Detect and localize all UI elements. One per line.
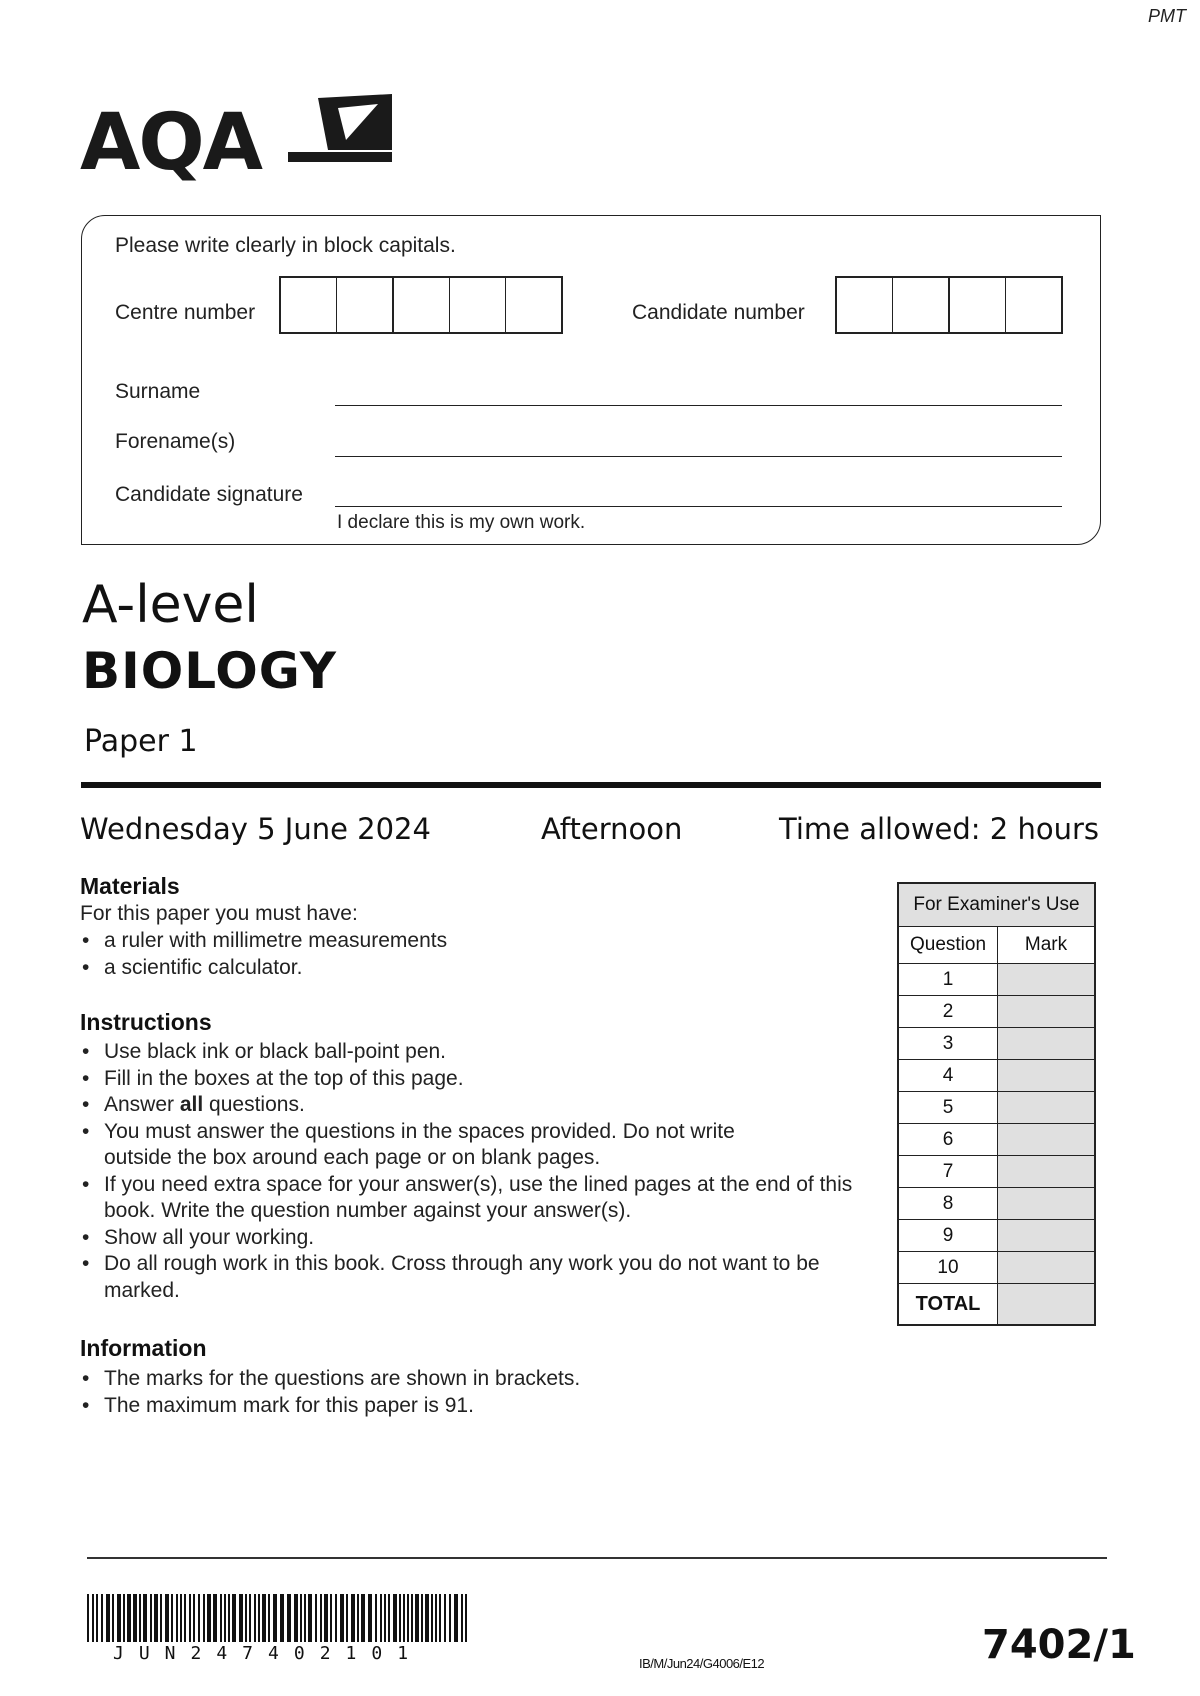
declaration-text: I declare this is my own work. (337, 512, 586, 533)
block-capitals-instruction: Please write clearly in block capitals. (115, 234, 456, 257)
mark-cell (998, 1092, 1096, 1124)
surname-line[interactable] (335, 405, 1062, 406)
total-row (898, 1284, 1095, 1326)
instructions-section (80, 1009, 870, 1304)
subject-title: BIOLOGY (82, 642, 337, 700)
mark-cell (998, 1156, 1096, 1188)
materials-intro: For this paper you must have: (80, 902, 358, 925)
total-mark-cell (998, 1284, 1096, 1326)
candidate-details-box (81, 215, 1101, 545)
instructions-list (80, 1039, 870, 1304)
mark-cell (998, 1060, 1096, 1092)
paper-code: 7402/1 (982, 1622, 1136, 1668)
forenames-line[interactable] (335, 456, 1062, 457)
table-row (898, 1028, 1095, 1060)
examiner-use-table (897, 882, 1096, 1326)
list-item: • If you need extra space for your answer(s), use the lined pages at the end of this book. Write the question number against your answer(s). (80, 1172, 870, 1225)
question-number: 9 (898, 1220, 998, 1252)
question-number: 6 (898, 1124, 998, 1156)
mark-cell (998, 1252, 1096, 1284)
candidate-number-digit[interactable] (837, 278, 892, 332)
table-row (898, 1060, 1095, 1092)
candidate-number-digit[interactable] (892, 278, 948, 332)
exam-date: Wednesday 5 June 2024 (80, 812, 431, 846)
mark-cell (998, 964, 1096, 996)
materials-section (80, 873, 880, 981)
materials-list (80, 928, 880, 981)
list-item: • Use black ink or black ball-point pen. (80, 1039, 870, 1066)
question-number: 10 (898, 1252, 998, 1284)
barcode-icon (87, 1594, 469, 1642)
answer-bold-text: all (179, 1093, 204, 1116)
materials-heading: Materials (80, 873, 180, 899)
list-item: • Show all your working. (80, 1225, 870, 1252)
corner-tag: PMT (1148, 6, 1186, 26)
surname-label: Surname (115, 380, 201, 403)
mark-cell (998, 1220, 1096, 1252)
mark-cell (998, 1028, 1096, 1060)
centre-number-boxes[interactable] (279, 276, 563, 334)
logo-mark-icon (288, 90, 394, 172)
table-row (898, 996, 1095, 1028)
exam-session: Afternoon (541, 812, 683, 846)
list-item: • a ruler with millimetre measurements (80, 928, 880, 955)
signature-label: Candidate signature (115, 483, 303, 506)
centre-number-label: Centre number (115, 301, 256, 324)
answer-text: Answer (104, 1093, 180, 1116)
centre-number-digit[interactable] (281, 278, 336, 332)
list-item: • a scientific calculator. (80, 955, 880, 982)
centre-number-digit[interactable] (449, 278, 505, 332)
paper-reference: IB/M/Jun24/G4006/E12 (639, 1656, 765, 1671)
footer-divider (87, 1557, 1107, 1559)
candidate-number-label: Candidate number (632, 301, 805, 324)
question-number: 8 (898, 1188, 998, 1220)
list-item: • Do all rough work in this book. Cross through any work you do not want to be marked. (80, 1251, 834, 1304)
table-row (898, 1220, 1095, 1252)
list-item: • You must answer the questions in the spaces provided. Do not write outside the box around each page or on blank pages. (80, 1119, 794, 1172)
table-row (898, 1124, 1095, 1156)
logo-text: AQA (80, 98, 262, 188)
examiner-table-title: For Examiner's Use (898, 883, 1095, 927)
question-number: 5 (898, 1092, 998, 1124)
table-row (898, 1092, 1095, 1124)
instructions-heading: Instructions (80, 1009, 212, 1035)
time-allowed: Time allowed: 2 hours (779, 812, 1099, 846)
information-heading: Information (80, 1335, 207, 1361)
mark-cell (998, 1124, 1096, 1156)
list-item (80, 1092, 870, 1119)
question-number: 4 (898, 1060, 998, 1092)
forenames-label: Forename(s) (115, 430, 236, 453)
question-number: 3 (898, 1028, 998, 1060)
barcode-number: JUN247402101 (113, 1643, 424, 1664)
list-item: • The marks for the questions are shown in brackets. (80, 1366, 880, 1393)
mark-cell (998, 996, 1096, 1028)
information-section (80, 1335, 880, 1419)
list-item: • The maximum mark for this paper is 91. (80, 1393, 880, 1420)
candidate-number-boxes[interactable] (835, 276, 1063, 334)
total-label: TOTAL (898, 1284, 998, 1326)
table-row (898, 1156, 1095, 1188)
table-row (898, 1252, 1095, 1284)
candidate-number-digit[interactable] (1005, 278, 1061, 332)
question-number: 2 (898, 996, 998, 1028)
qualification-level: A-level (82, 575, 259, 635)
centre-number-digit[interactable] (336, 278, 392, 332)
list-item: • Fill in the boxes at the top of this page. (80, 1066, 870, 1093)
mark-column-header: Mark (998, 927, 1096, 964)
paper-number: Paper 1 (84, 724, 198, 759)
centre-number-digit[interactable] (392, 278, 449, 332)
mark-cell (998, 1188, 1096, 1220)
table-row (898, 964, 1095, 996)
candidate-number-digit[interactable] (948, 278, 1005, 332)
signature-line[interactable] (335, 506, 1062, 507)
question-column-header: Question (898, 927, 998, 964)
title-divider (81, 782, 1101, 788)
question-number: 7 (898, 1156, 998, 1188)
answer-tail-text: questions. (203, 1093, 305, 1116)
information-list (80, 1366, 880, 1419)
centre-number-digit[interactable] (505, 278, 561, 332)
table-row (898, 1188, 1095, 1220)
question-number: 1 (898, 964, 998, 996)
